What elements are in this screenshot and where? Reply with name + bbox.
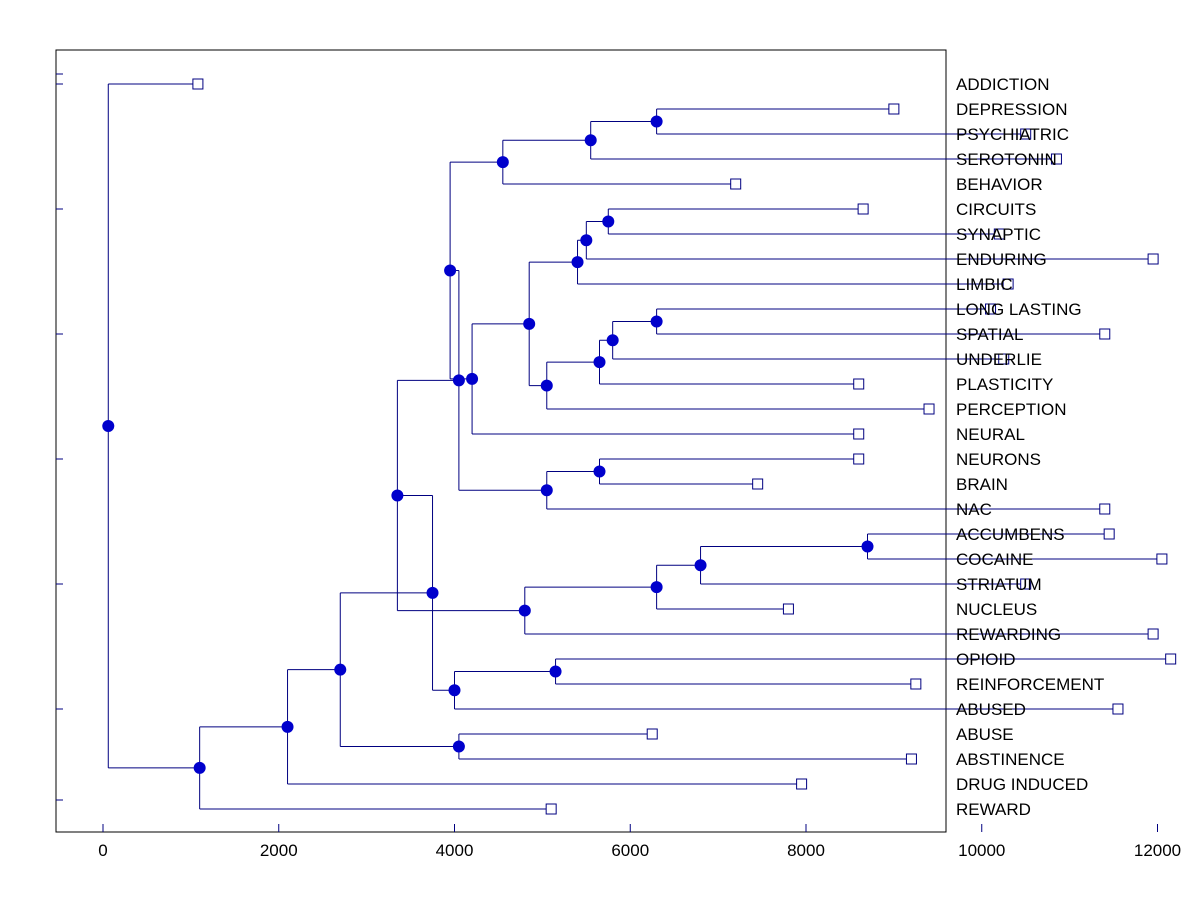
leaf-label: COCAINE: [956, 550, 1034, 569]
cluster-node-marker: [519, 605, 531, 617]
leaf-label: REWARDING: [956, 625, 1062, 644]
leaf-marker: [854, 379, 864, 389]
leaf-label: NEURONS: [956, 450, 1042, 469]
cluster-node-marker: [427, 587, 439, 599]
leaf-label: NAC: [956, 500, 992, 519]
leaf-label: REWARD: [956, 800, 1031, 819]
cluster-node-marker: [593, 356, 605, 368]
leaf-label: PSYCHIATRIC: [956, 125, 1070, 144]
x-tick-label: 4000: [435, 841, 474, 860]
leaf-marker: [1148, 254, 1158, 264]
leaf-label: DRUG INDUCED: [956, 775, 1089, 794]
leaf-marker: [647, 729, 657, 739]
leaf-label: ADDICTION: [956, 75, 1050, 94]
cluster-node-marker: [541, 380, 553, 392]
cluster-node-marker: [593, 466, 605, 478]
cluster-node-marker: [444, 265, 456, 277]
leaf-label: PERCEPTION: [956, 400, 1067, 419]
cluster-node-marker: [541, 484, 553, 496]
leaf-label: NEURAL: [956, 425, 1025, 444]
cluster-node-marker: [453, 374, 465, 386]
cluster-node-marker: [449, 684, 461, 696]
leaf-label: UNDERLIE: [956, 350, 1042, 369]
x-axis-tick-labels: [98, 841, 1181, 860]
cluster-node-marker: [453, 741, 465, 753]
leaf-label: STRIATUM: [956, 575, 1042, 594]
cluster-node-marker: [282, 721, 294, 733]
leaf-label: PLASTICITY: [956, 375, 1054, 394]
x-tick-label: 6000: [611, 841, 650, 860]
cluster-node-marker: [607, 334, 619, 346]
leaf-marker: [1113, 704, 1123, 714]
cluster-node-marker: [572, 256, 584, 268]
x-tick-label: 10000: [958, 841, 1006, 860]
leaf-label: DEPRESSION: [956, 100, 1068, 119]
leaf-marker: [546, 804, 556, 814]
leaf-label: ABUSED: [956, 700, 1026, 719]
leaf-marker: [1100, 329, 1110, 339]
leaf-label: ABUSE: [956, 725, 1014, 744]
leaf-label: LONG LASTING: [956, 300, 1082, 319]
leaf-label: SYNAPTIC: [956, 225, 1042, 244]
leaf-label: CIRCUITS: [956, 200, 1037, 219]
leaf-label: LIMBIC: [956, 275, 1013, 294]
leaf-marker: [193, 79, 203, 89]
leaf-marker: [797, 779, 807, 789]
x-tick-label: 2000: [259, 841, 298, 860]
leaf-marker: [924, 404, 934, 414]
cluster-node-marker: [194, 762, 206, 774]
leaf-marker: [1166, 654, 1176, 664]
leaf-marker: [906, 754, 916, 764]
leaf-marker: [753, 479, 763, 489]
cluster-node-marker: [695, 559, 707, 571]
leaf-label: REINFORCEMENT: [956, 675, 1105, 694]
leaf-marker: [1104, 529, 1114, 539]
leaf-marker: [1148, 629, 1158, 639]
cluster-node-marker: [550, 666, 562, 678]
leaf-label: BEHAVIOR: [956, 175, 1043, 194]
leaf-marker: [783, 604, 793, 614]
cluster-node-marker: [334, 664, 346, 676]
leaf-label: ABSTINENCE: [956, 750, 1065, 769]
leaf-label: ENDURING: [956, 250, 1047, 269]
leaf-marker: [889, 104, 899, 114]
cluster-node-marker: [651, 581, 663, 593]
leaf-label: SEROTONIN: [956, 150, 1057, 169]
leaf-marker: [1100, 504, 1110, 514]
x-tick-label: 8000: [787, 841, 825, 860]
leaf-marker: [731, 179, 741, 189]
leaf-marker: [911, 679, 921, 689]
cluster-node-marker: [651, 316, 663, 328]
leaf-marker: [1157, 554, 1167, 564]
leaf-marker: [854, 454, 864, 464]
leaf-label: NUCLEUS: [956, 600, 1038, 619]
leaf-label: SPATIAL: [956, 325, 1024, 344]
cluster-node-marker: [651, 116, 663, 128]
cluster-node-marker: [497, 156, 509, 168]
cluster-node-marker: [523, 318, 535, 330]
leaf-label: BRAIN: [956, 475, 1008, 494]
cluster-node-marker: [466, 373, 478, 385]
cluster-node-marker: [602, 216, 614, 228]
leaf-label: ACCUMBENS: [956, 525, 1065, 544]
x-tick-label: 0: [98, 841, 108, 860]
leaf-marker: [854, 429, 864, 439]
leaf-label: OPIOID: [956, 650, 1016, 669]
cluster-node-marker: [580, 234, 592, 246]
leaf-marker: [858, 204, 868, 214]
cluster-node-marker: [862, 541, 874, 553]
cluster-node-marker: [391, 489, 403, 501]
x-tick-label: 12000: [1133, 841, 1182, 860]
cluster-node-marker: [585, 134, 597, 146]
cluster-node-marker: [102, 420, 114, 432]
